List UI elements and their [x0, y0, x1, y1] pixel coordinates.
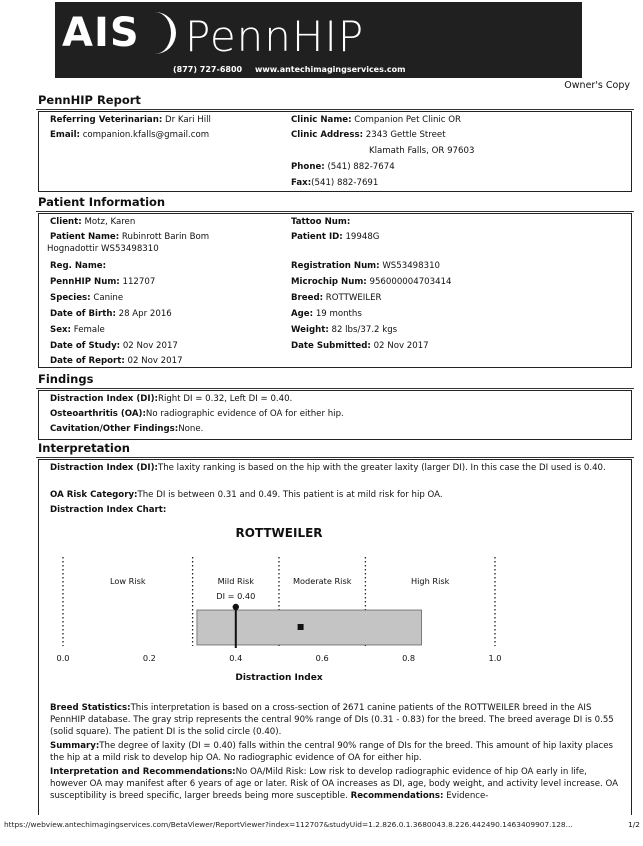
divider [36, 109, 634, 110]
submitted-date-value: 02 Nov 2017 [373, 341, 429, 351]
findings-cav-value: None. [178, 424, 204, 434]
oa-risk-text: The DI is between 0.31 and 0.49. This patient is at mild risk for hip OA. [137, 490, 443, 500]
chart-x-axis-label: Distraction Index [235, 673, 323, 683]
interpretation-box [38, 459, 632, 815]
patient-box [38, 213, 632, 368]
patient-section-title: Patient Information [38, 195, 166, 209]
patient-name-value: Rubinrott Barin Bom [121, 232, 210, 242]
tattoo-label: Tattoo Num: [291, 217, 351, 227]
x-tick-label: 1.0 [488, 653, 502, 663]
x-tick-label: 0.6 [315, 653, 329, 663]
summary-paragraph [50, 740, 625, 764]
client-value: Motz, Karen [84, 217, 136, 227]
breed-value: ROTTWEILER [325, 293, 382, 303]
species-label: Species: [50, 293, 91, 303]
header-banner [55, 2, 582, 78]
ref-vet-value: Dr Kari Hill [165, 115, 211, 125]
patient-name-label: Patient Name: [50, 232, 120, 242]
breed-stats-text: This interpretation is based on a cross-section of 2671 canine patients of the ROTTWEILER breed in the AIS PennHIP database. The gray strip represents the central 90% range of DIs (0.31 - 0.83) for the breed. The breed average DI is 0.55 (solid square). The patient DI is the solid circle (0.40). [50, 703, 614, 737]
footer-url[interactable]: https://webview.antechimagingservices.com/BetaViewer/ReportViewer?index=112707&studyUid=1.2.826.0.1.3680043.8.226.442490.1463409907.128... [4, 820, 573, 829]
weight-value: 82 lbs/37.2 kgs [331, 325, 398, 335]
oa-risk-label: OA Risk Category: [50, 490, 138, 500]
patient-id-label: Patient ID: [291, 232, 343, 242]
sex-value: Female [73, 325, 105, 335]
recs-tail: Evidence- [446, 791, 489, 801]
breed-average-marker [298, 624, 304, 630]
divider [36, 457, 634, 458]
phone-value: (541) 882-7674 [327, 162, 395, 172]
findings-box [38, 390, 632, 440]
clinic-name-label: Clinic Name: [291, 115, 352, 125]
recs-label: Interpretation and Recommendations: [50, 767, 236, 777]
ref-vet-label: Referring Veterinarian: [50, 115, 163, 125]
pennhip-logo: PennHIP [185, 12, 365, 61]
findings-section-title: Findings [38, 372, 94, 386]
interpretation-section-title: Interpretation [38, 441, 130, 455]
patient-name-line2: Hognadottir WS53498310 [47, 244, 159, 254]
dob-value: 28 Apr 2016 [118, 309, 172, 319]
recommendations-paragraph [50, 766, 625, 802]
registration-value: WS53498310 [382, 261, 441, 271]
report-date-value: 02 Nov 2017 [127, 356, 183, 366]
logo-swoosh-icon [137, 12, 176, 54]
breed-range-strip [197, 610, 422, 645]
ais-logo: AIS [62, 10, 140, 56]
registration-label: Registration Num: [291, 261, 380, 271]
clinic-address-line1: 2343 Gettle Street [365, 130, 446, 140]
summary-text: The degree of laxity (DI = 0.40) falls within the central 90% range of DIs for the breed. This amount of hip laxity places the hip at a mild risk to develop hip OA. No radiographic evidence of OA for either hip. [50, 741, 613, 763]
x-tick-label: 0.2 [142, 653, 156, 663]
patient-di-marker [233, 604, 239, 610]
findings-cav-label: Cavitation/Other Findings: [50, 424, 179, 434]
risk-zone-label: High Risk [410, 576, 450, 586]
distraction-index-chart [39, 460, 631, 700]
findings-di-label: Distraction Index (DI): [50, 394, 158, 404]
page-number: 1/2 [628, 820, 640, 829]
clinic-name-value: Companion Pet Clinic OR [354, 115, 461, 125]
breed-stats-label: Breed Statistics: [50, 703, 131, 713]
fax-value: (541) 882-7691 [311, 178, 379, 188]
patient-id-value: 19948G [345, 232, 380, 242]
pennhip-num-label: PennHIP Num: [50, 277, 120, 287]
microchip-label: Microchip Num: [291, 277, 367, 287]
species-value: Canine [93, 293, 124, 303]
header-phone: (877) 727-6800 [173, 65, 243, 74]
age-label: Age: [291, 309, 314, 319]
breed-label: Breed: [291, 293, 324, 303]
phone-label: Phone: [291, 162, 325, 172]
microchip-value: 956000004703414 [369, 277, 452, 287]
findings-oa-label: Osteoarthritis (OA): [50, 409, 146, 419]
report-date-label: Date of Report: [50, 356, 125, 366]
x-tick-label: 0.4 [229, 653, 243, 663]
recs-tail-label: Recommendations: [350, 791, 444, 801]
patient-di-label: DI = 0.40 [216, 591, 256, 601]
reg-name-label: Reg. Name: [50, 261, 107, 271]
age-value: 19 months [315, 309, 362, 319]
findings-di-value: Right DI = 0.32, Left DI = 0.40. [157, 394, 293, 404]
client-label: Client: [50, 217, 82, 227]
study-date-value: 02 Nov 2017 [122, 341, 178, 351]
fax-label: Fax: [291, 178, 312, 188]
interp-di-text: The laxity ranking is based on the hip with the greater laxity (larger DI). In this case the DI used is 0.40. [157, 463, 606, 473]
email-label: Email: [50, 130, 80, 140]
submitted-date-label: Date Submitted: [291, 341, 371, 351]
sex-label: Sex: [50, 325, 71, 335]
clinic-address-label: Clinic Address: [291, 130, 364, 140]
pennhip-num-value: 112707 [122, 277, 156, 287]
dob-label: Date of Birth: [50, 309, 116, 319]
clinic-address-line2: Klamath Falls, OR 97603 [369, 146, 475, 156]
report-section-title: PennHIP Report [38, 93, 141, 107]
weight-label: Weight: [291, 325, 329, 335]
report-box [38, 111, 632, 192]
risk-zone-label: Moderate Risk [292, 576, 352, 586]
summary-label: Summary: [50, 741, 100, 751]
risk-zone-label: Mild Risk [217, 576, 254, 586]
chart-label: Distraction Index Chart: [50, 505, 167, 515]
recs-text: No OA/Mild Risk: Low risk to develop radiographic evidence of hip OA early in life, however OA may manifest after 6 years of age or later. Risk of OA increases as DI, age, body weight, and activity level increase. OA susceptibility is breed specific, larger breeds being more susceptible. [50, 767, 618, 801]
x-tick-label: 0.0 [56, 653, 70, 663]
risk-zone-label: Low Risk [109, 576, 146, 586]
email-value: companion.kfalls@gmail.com [82, 130, 210, 140]
chart-title: ROTTWEILER [235, 526, 323, 540]
interp-di-label: Distraction Index (DI): [50, 463, 158, 473]
findings-oa-value: No radiographic evidence of OA for either hip. [145, 409, 344, 419]
divider [36, 388, 634, 389]
divider [36, 211, 634, 212]
study-date-label: Date of Study: [50, 341, 121, 351]
header-website[interactable]: www.antechimagingservices.com [255, 65, 406, 74]
x-tick-label: 0.8 [402, 653, 416, 663]
owners-copy: Owner's Copy [564, 80, 630, 91]
breed-stats-paragraph [50, 702, 625, 738]
